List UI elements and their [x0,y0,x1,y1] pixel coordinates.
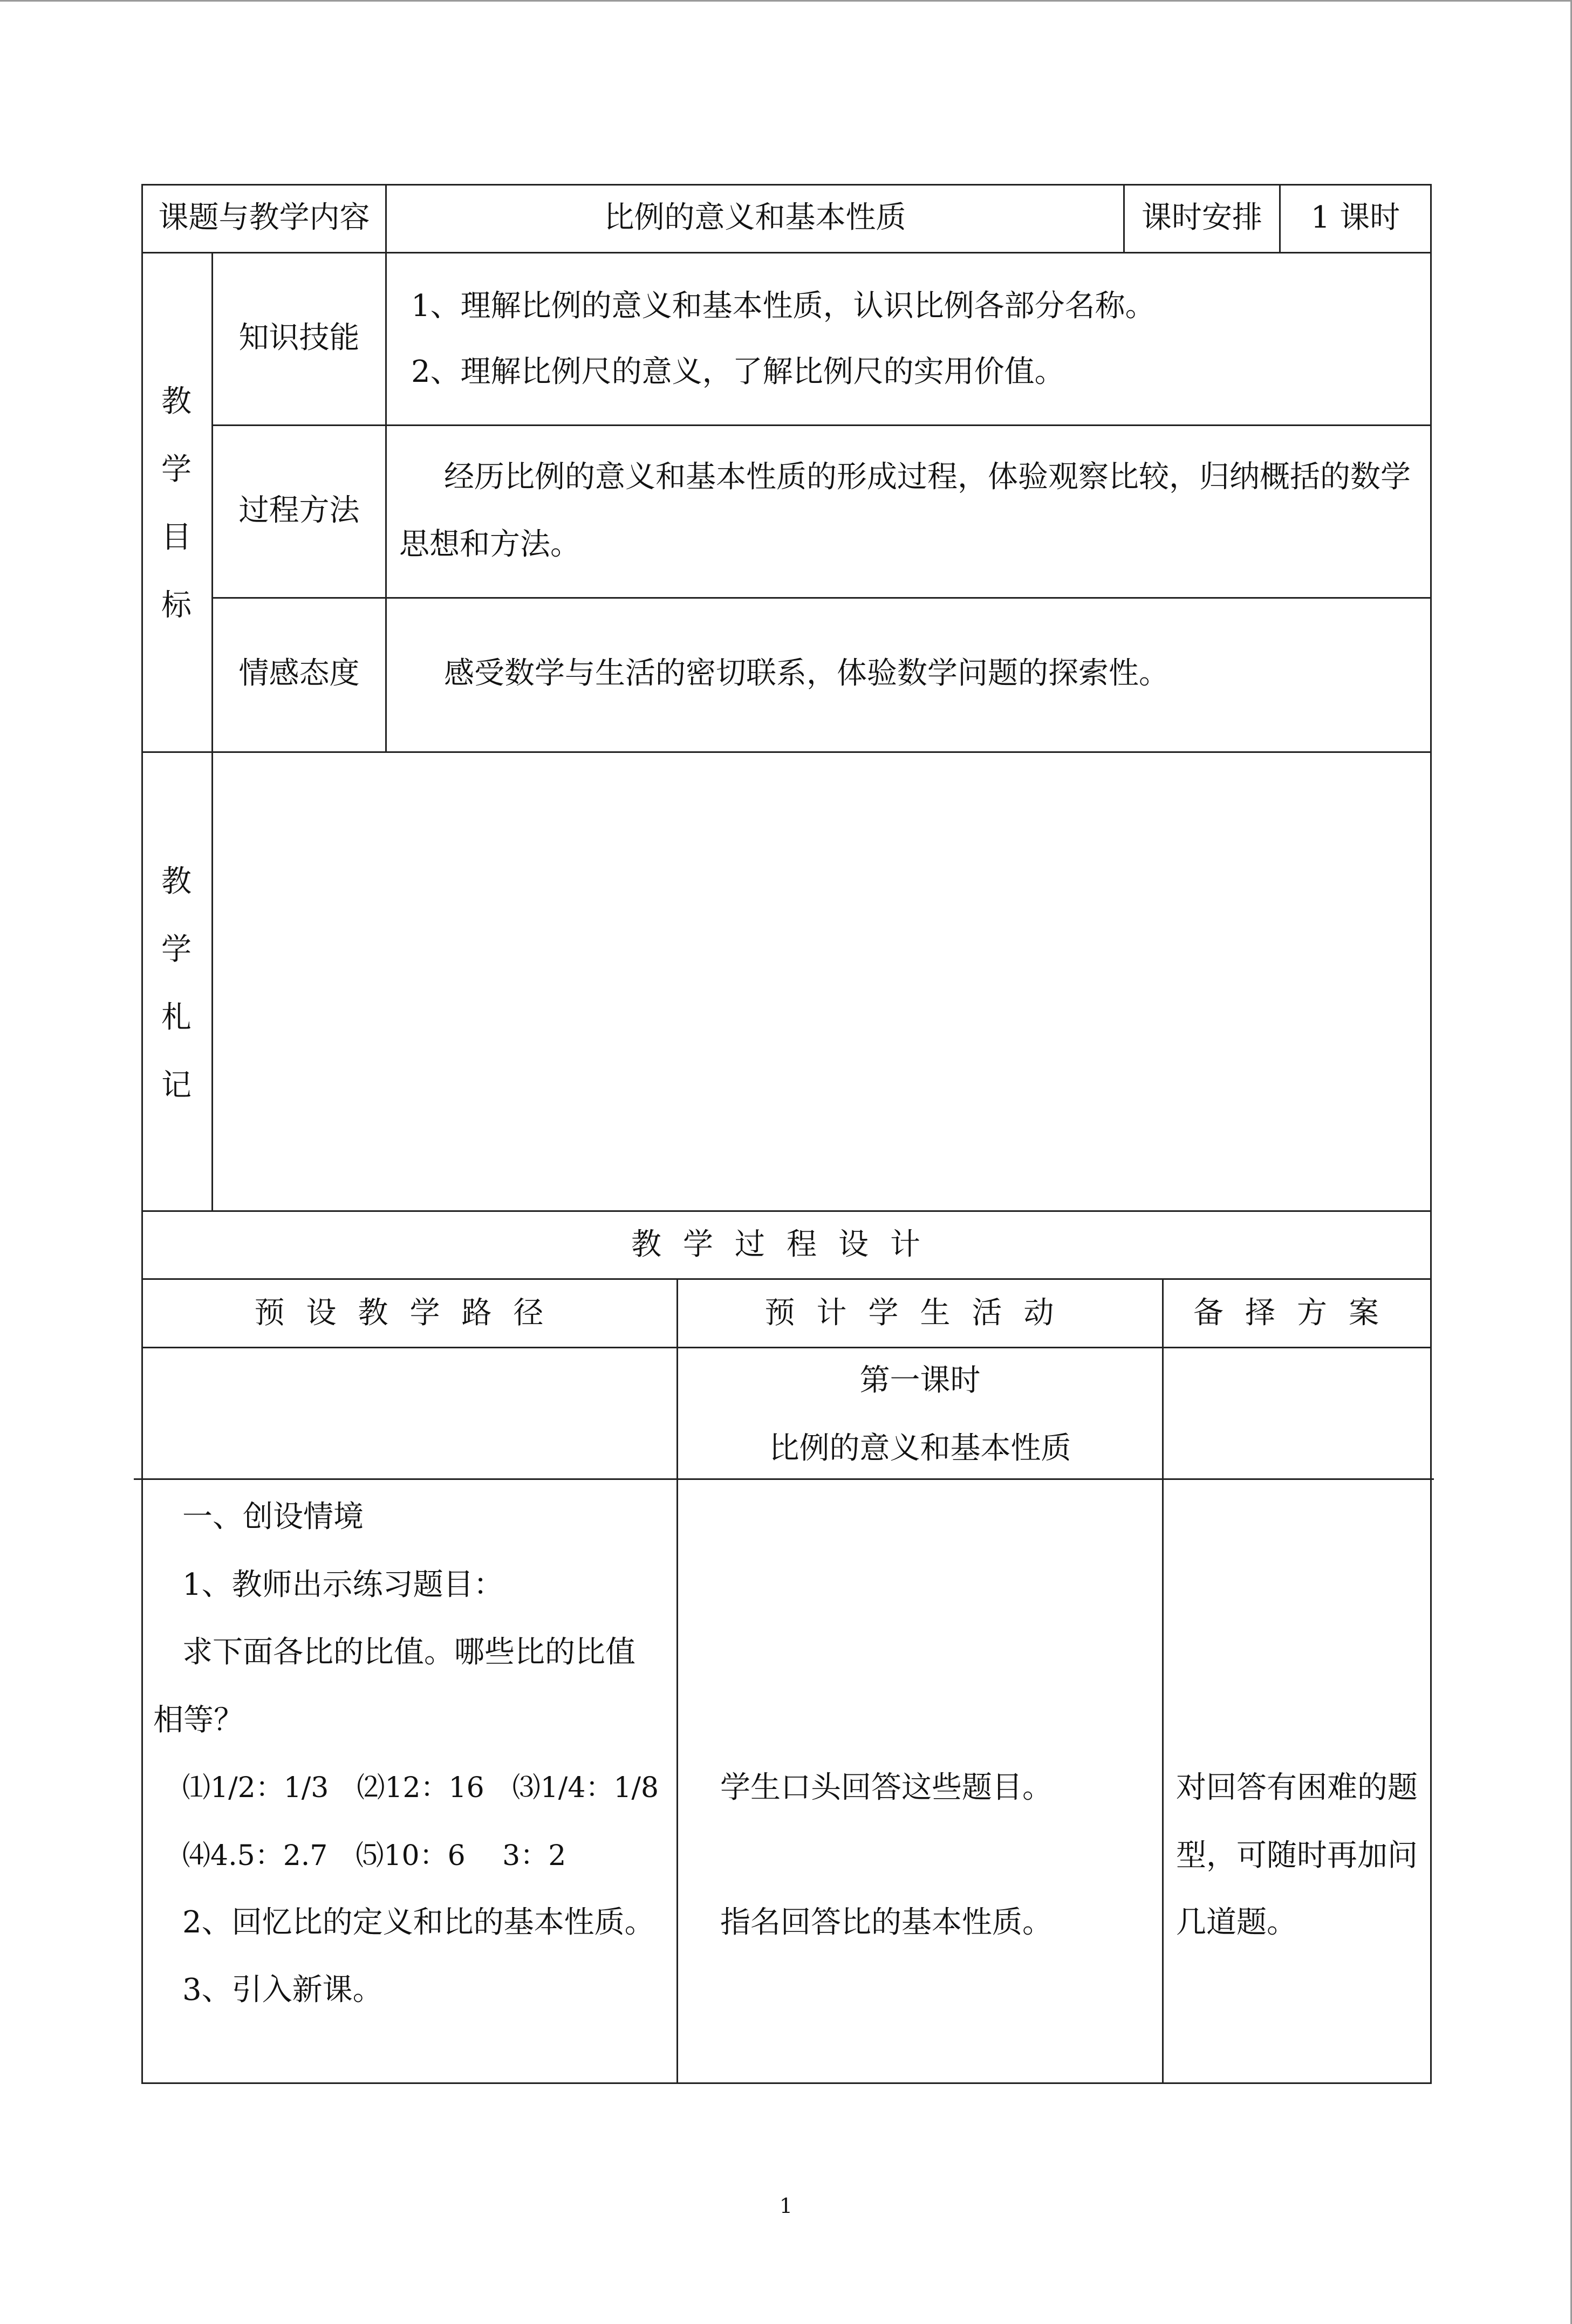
alt-line-1: 对回答有困难的题 [1176,1770,1418,1805]
table-bottom-line [141,2082,1432,2084]
emotion-line-1: 感受数学与生活的密切联系，体验数学问题的探索性。 [444,656,1169,691]
path-line-8: 3、引入新课。 [182,1972,383,2007]
knowledge-line-1: 1、理解比例的意义和基本性质，认识比例各部分名称。 [411,289,1156,324]
design-title: 教学过程设计 [631,1227,942,1262]
student-line-2: 指名回答比的基本性质。 [720,1905,1052,1940]
row-line-process [211,597,1432,599]
table-right-line [1430,184,1432,2084]
column-header-student: 预计学生活动 [764,1295,1076,1331]
topic-label: 课题与教学内容 [158,200,370,235]
column-header-alternative: 备择方案 [1193,1295,1400,1331]
row-line-notes-end [141,1210,1432,1212]
col-line-section [211,252,213,1212]
topic-value: 比例的意义和基本性质 [604,200,906,235]
objectives-section-label: 教 学 目 标 [161,384,192,623]
row-line-design-title [141,1278,1432,1280]
notes-section-label: 教 学 札 记 [161,864,192,1103]
schedule-label: 课时安排 [1142,200,1262,235]
process-line-2: 思想和方法。 [399,527,580,562]
knowledge-label: 知识技能 [238,320,360,355]
emotion-label: 情感态度 [238,656,360,691]
col-line-student [1162,1278,1164,2084]
page-number: 1 [779,2194,793,2218]
row-line-knowledge [211,424,1432,426]
path-line-4: 相等？ [153,1703,244,1738]
lesson-title: 比例的意义和基本性质 [769,1431,1071,1466]
alt-line-2: 型，可随时再加问 [1176,1838,1418,1873]
alt-line-3: 几道题。 [1176,1905,1297,1940]
path-line-7: 2、回忆比的定义和比的基本性质。 [182,1905,655,1940]
table-top-line [141,184,1432,186]
student-line-1: 学生口头回答这些题目。 [720,1770,1052,1805]
col-line-label [385,184,387,753]
row-line-lesson [134,1478,1434,1480]
process-label: 过程方法 [238,493,360,528]
process-line-1: 经历比例的意义和基本性质的形成过程，体验观察比较，归纳概括的数学 [444,460,1411,495]
path-line-5: ⑴1/2：1/3 ⑵12：16 ⑶1/4：1/8 [182,1772,659,1804]
table-left-line [141,184,143,2084]
column-header-path: 预设教学路径 [254,1295,565,1331]
path-line-1: 一、创设情境 [182,1499,364,1534]
path-line-3: 求下面各比的比值。哪些比的比值 [182,1635,635,1670]
lesson-number: 第一课时 [859,1363,981,1398]
row-line-columns [141,1347,1432,1348]
path-line-2: 1、教师出示练习题目： [182,1567,504,1602]
page-top-border [0,0,1572,2]
knowledge-line-2: 2、理解比例尺的意义，了解比例尺的实用价值。 [411,354,1065,389]
path-line-6: ⑷4.5：2.7 ⑸10：6 3：2 [182,1840,566,1872]
row-line-header [141,252,1432,253]
schedule-value: 1 课时 [1310,200,1400,235]
row-line-objectives-end [141,751,1432,753]
